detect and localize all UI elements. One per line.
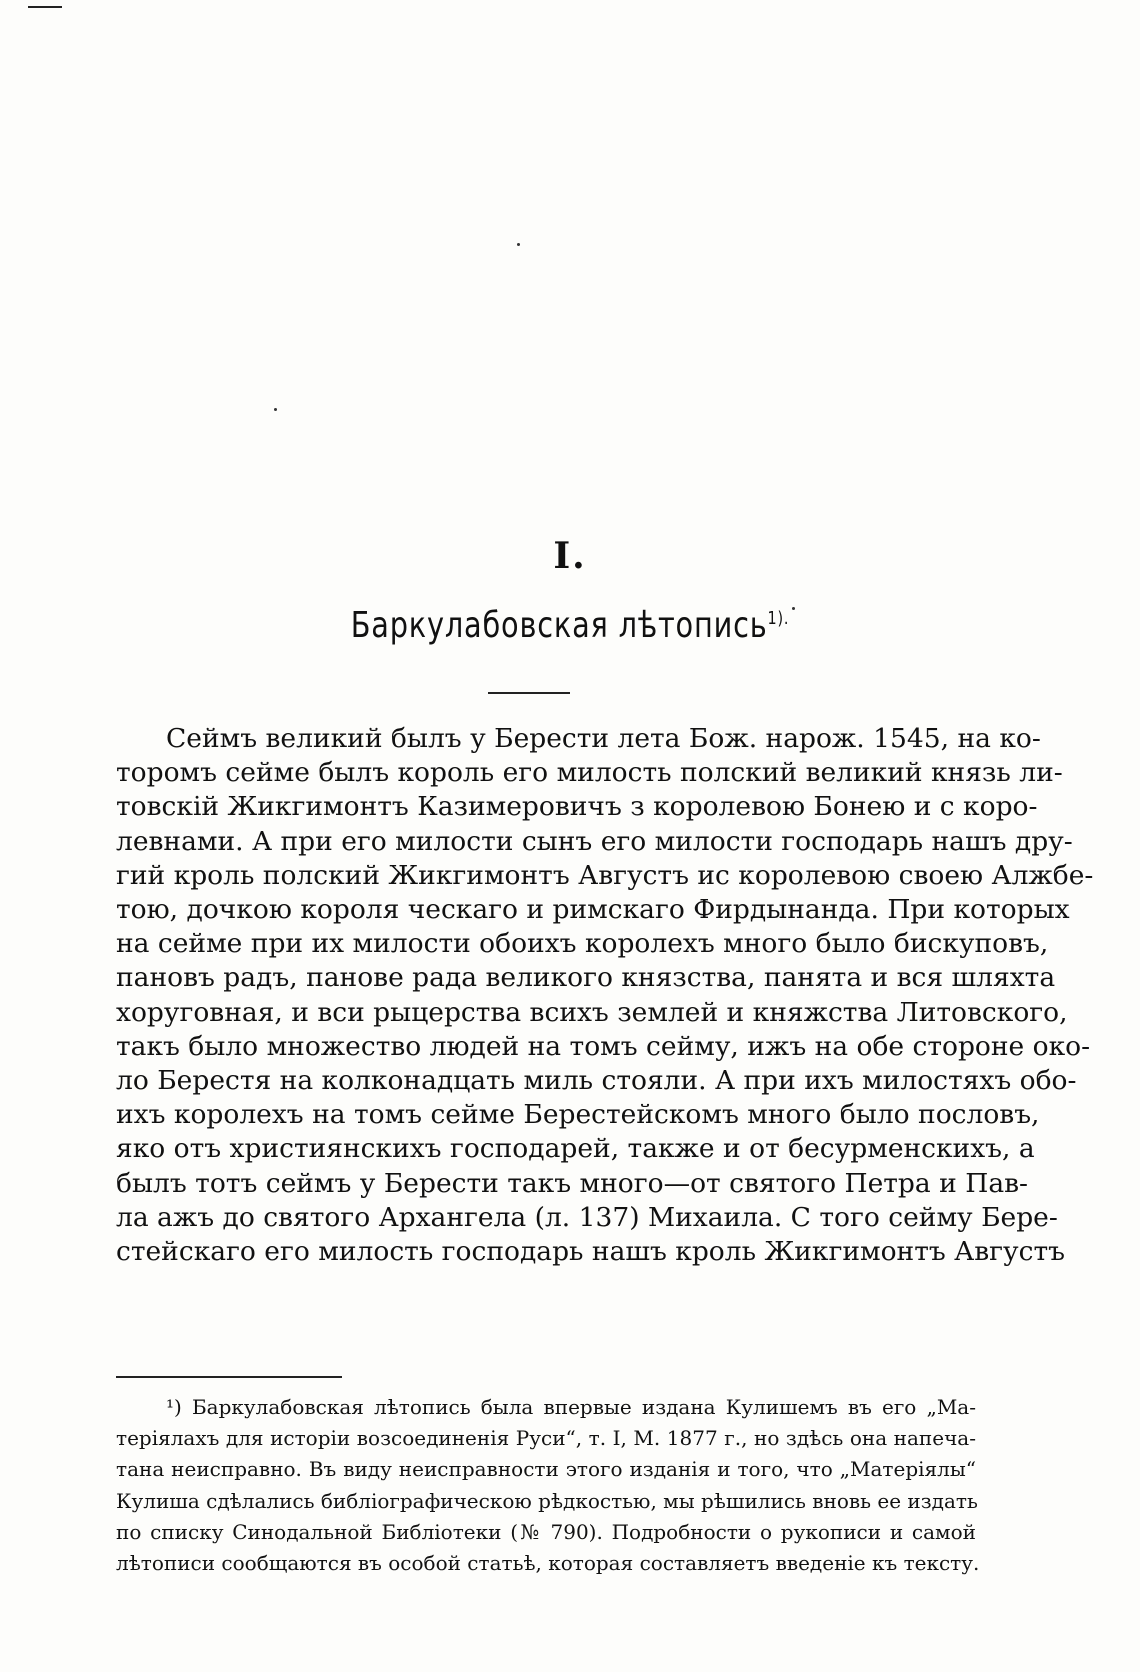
footnote-line: теріялахъ для исторіи возсоединенія Руси“, т. I, М. 1877 г., но здѣсь она напеча-	[116, 1426, 976, 1451]
footnote-line: по списку Синодальной Библіотеки (№ 790). Подробности о рукописи и самой	[116, 1519, 976, 1544]
body-line: такъ было множество людей на томъ сейму, ижъ на обе стороне око-	[116, 1030, 1091, 1062]
chapter-title-text: Баркулабовская лѣтопись	[350, 605, 768, 646]
body-line: пановъ радъ, панове рада великого князства, панята и вся шляхта	[116, 962, 1056, 994]
scan-corner-mark	[28, 6, 62, 12]
body-line: былъ тотъ сеймъ у Берести такъ много—от святого Петра и Пав-	[116, 1167, 1028, 1199]
body-line: стейскаго его милость господарь нашъ кроль Жикгимонтъ Августъ	[116, 1236, 1065, 1268]
body-line: хоруговная, и вси рыцерства всихъ землей и княжства Литовского,	[116, 996, 1068, 1028]
footnote-line: ¹) Баркулабовская лѣтопись была впервые издана Кулишемъ въ его „Ма-	[166, 1395, 976, 1419]
chapter-title	[114, 605, 1026, 646]
footnote	[116, 1392, 980, 1579]
body-line: торомъ сейме былъ король его милость полский великий князь ли-	[116, 757, 1063, 789]
chapter-number: I.	[553, 535, 587, 577]
body-paragraph	[116, 722, 1094, 1269]
body-line: тою, дочкою короля ческаго и римскаго Фирдынанда. При которых	[116, 894, 1070, 926]
body-line: ла ажъ до святого Архангела (л. 137) Михаила. С того сейму Бере-	[116, 1201, 1058, 1233]
footnote-divider	[116, 1376, 342, 1378]
title-divider	[488, 692, 570, 694]
body-line: левнами. А при его милости сынъ его милости господарь нашъ дру-	[116, 825, 1073, 857]
body-line: яко отъ християнскихъ господарей, также и от бесурменскихъ, а	[116, 1133, 1035, 1165]
footnote-reference: 1).	[767, 608, 790, 629]
footnote-line: тана неисправно. Въ виду неисправности этого изданія и того, что „Матеріялы“	[116, 1457, 976, 1482]
body-line: Сеймъ великий былъ у Берести лета Бож. нарож. 1545, на ко-	[166, 723, 1041, 754]
body-line: ло Берестя на колконадцать миль стояли. А при ихъ милостяхъ обо-	[116, 1065, 1077, 1097]
footnote-line: лѣтописи сообщаются въ особой статьѣ, которая составляетъ введеніе къ тексту.	[116, 1551, 980, 1576]
body-line: на сейме при их милости обоихъ королехъ много было бискуповъ,	[116, 928, 1049, 960]
footnote-line: Кулиша сдѣлались библіографическою рѣдкостью, мы рѣшились вновь ее издать	[116, 1488, 978, 1513]
scan-speck	[274, 408, 277, 411]
scan-speck	[517, 243, 520, 246]
body-line: товскій Жикгимонтъ Казимеровичъ з королевою Бонею и с коро-	[116, 791, 1038, 823]
body-line: ихъ королехъ на томъ сейме Берестейскомъ много было пословъ,	[116, 1099, 1040, 1131]
body-line: гий кроль полский Жикгимонтъ Августъ ис королевою своею Алжбе-	[116, 859, 1094, 891]
